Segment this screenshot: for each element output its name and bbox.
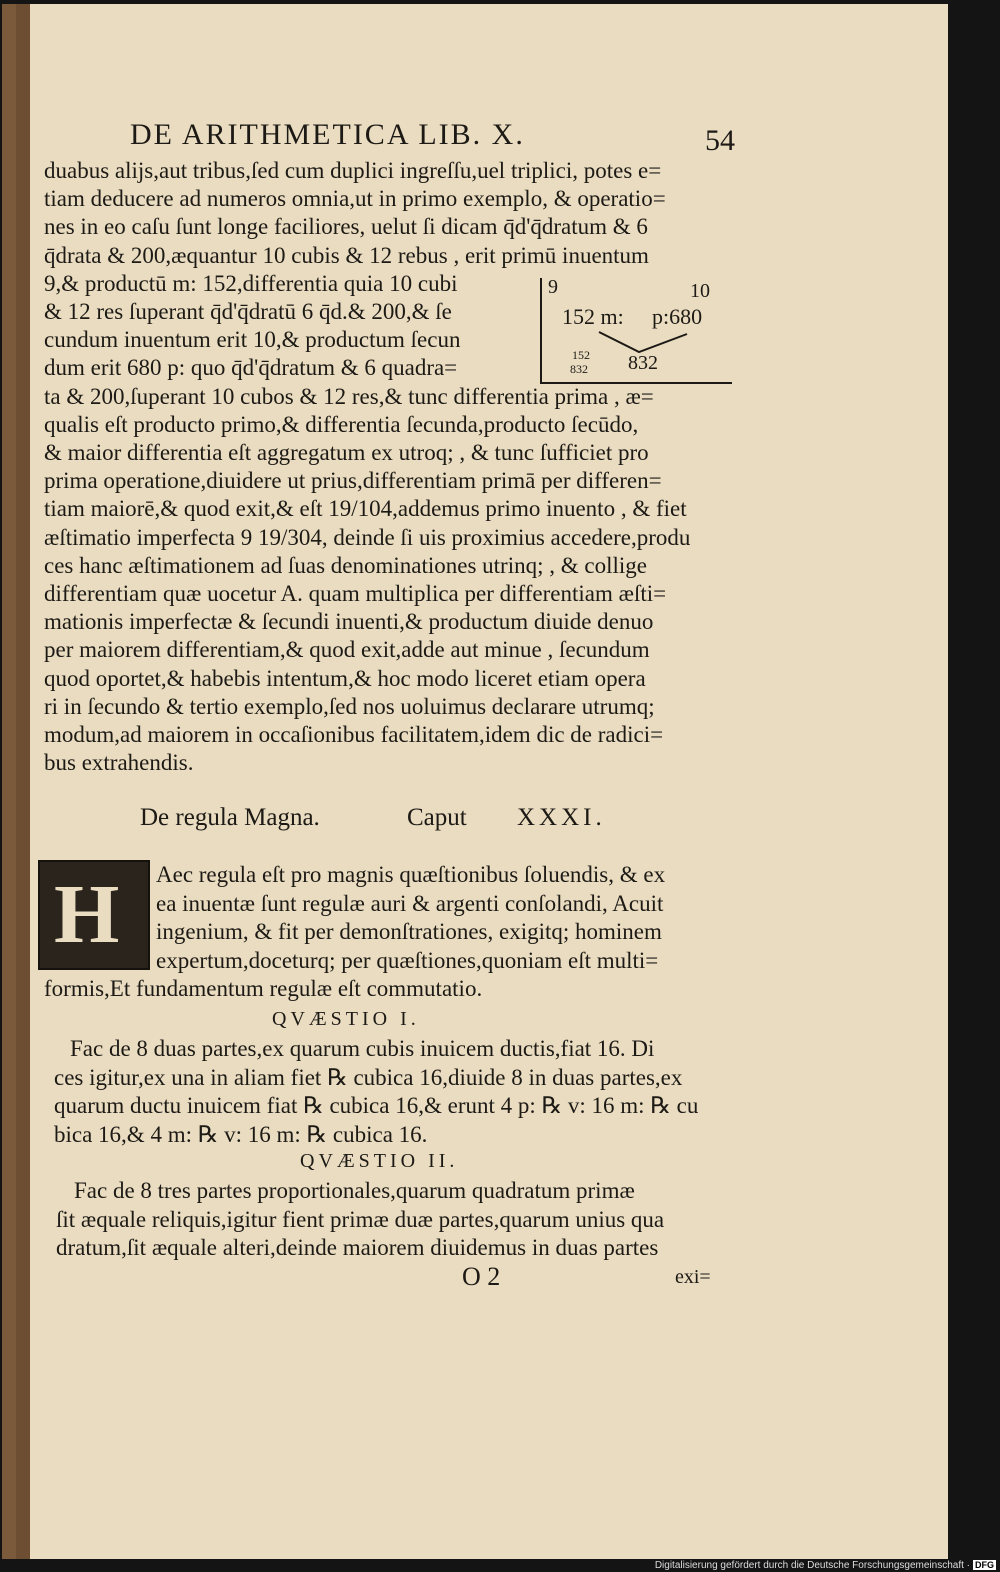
text-line: formis,Et fundamentum regulæ eſt commutatio.: [44, 976, 483, 1001]
text-line: & maior differentia eſt aggregatum ex utroq; , & tunc ſufficiet pro: [44, 440, 649, 465]
calc-value-b: 10: [690, 280, 710, 302]
text-line: differentiam quæ uocetur A. quam multiplica per differentiam æſti=: [44, 581, 667, 606]
text-line: quod oportet,& habebis intentum,& hoc modo liceret etiam opera: [44, 665, 646, 691]
text-line: ſit æquale reliquis,igitur fient primæ duæ partes,quarum unius qua: [56, 1206, 665, 1232]
text-line: ri in ſecundo & tertio exemplo,ſed nos uoluimus declarare utrumq;: [44, 693, 655, 719]
text-line: expertum,doceturq; per quæſtiones,quoniam eſt multi=: [156, 947, 659, 973]
text-line: q̄drata & 200,æquantur 10 cubis & 12 rebus , erit primū inuentum: [44, 242, 649, 268]
calc-chevron-mark: [597, 330, 717, 360]
question-2-heading: QVÆSTIO II.: [300, 1150, 459, 1172]
text-line: bus extrahendis.: [44, 750, 194, 776]
running-header: DE ARITHMETICA LIB. X.: [130, 118, 525, 151]
calc-value-d: p:680: [652, 304, 703, 329]
calc-value-g: 832: [628, 352, 658, 374]
digitization-credit: [655, 1559, 996, 1571]
text-line: quarum ductu inuicem fiat ℞ cubica 16,& erunt 4 p: ℞ v: 16 m: ℞ cu: [54, 1093, 699, 1118]
calc-value-f: 832: [570, 362, 588, 376]
text-line: ces hanc æſtimationem ad ſuas denominationes utrinq; , & collige: [44, 552, 647, 578]
text-line: tiam deducere ad numeros omnia,ut in primo exemplo, & operatio=: [44, 186, 666, 212]
dfg-logo: DFG: [975, 1560, 994, 1570]
signature-mark: O 2: [462, 1262, 501, 1291]
text-line: Aec regula eſt pro magnis quæſtionibus ſoluendis, & ex: [156, 862, 666, 887]
page-binding-edge: [16, 4, 30, 1559]
text-line: prima operatione,diuidere ut prius,differentiam primā per differen=: [44, 468, 662, 494]
text-line: modum,ad maiorem in occaſionibus facilitatem,idem dic de radici=: [44, 722, 664, 747]
calc-value-a: 9: [548, 276, 558, 298]
text-line: qualis eſt producto primo,& differentia ſecunda,producto ſecūdo,: [44, 411, 639, 437]
chapter-title: De regula Magna.: [140, 804, 320, 831]
text-line: æſtimatio imperfecta 9 19/304, deinde ſi uis proximius accedere,produ: [44, 524, 691, 550]
text-line: ingenium, & fit per demonſtrationes, exigitq; hominem: [156, 919, 662, 944]
text-line: ea inuentæ ſunt regulæ auri & argenti conſolandi, Acuit: [156, 890, 664, 916]
catchword: exi=: [675, 1266, 711, 1288]
text-line: cundum inuentum erit 10,& productum ſecun: [44, 327, 461, 353]
text-line: Fac de 8 duas partes,ex quarum cubis inuicem ductis,fiat 16. Di: [70, 1036, 655, 1061]
text-line: Fac de 8 tres partes proportionales,quarum quadratum primæ: [74, 1178, 635, 1203]
text-line: dratum,ſit æquale alteri,deinde maiorem diuidemus in duas partes: [56, 1235, 659, 1260]
chapter-number: XXXI.: [517, 804, 606, 831]
text-line: ces igitur,ex una in aliam fiet ℞ cubica 16,diuide 8 in duas partes,ex: [54, 1064, 683, 1090]
question-1-heading: QVÆSTIO I.: [272, 1008, 420, 1030]
text-line: ta & 200,ſuperant 10 cubos & 12 res,& tunc differentia prima , æ=: [44, 383, 654, 409]
text-line: & 12 res ſuperant q̄d'q̄dratū 6 q̄d.& 200,& ſe: [44, 299, 452, 324]
credit-text: Digitalisierung gefördert durch die Deutsche Forschungsgemeinschaft ·: [654, 1560, 970, 1571]
chapter-label: Caput: [407, 804, 467, 831]
calculation-diagram: [540, 278, 732, 384]
page-number: 54: [705, 124, 735, 157]
decorated-initial: [38, 860, 150, 970]
text-line: tiam maiorē,& quod exit,& eſt 19/104,addemus primo inuento , & fiet: [44, 496, 687, 522]
text-line: nes in eo caſu ſunt longe faciliores, uelut ſi dicam q̄d'q̄dratum & 6: [44, 214, 648, 240]
text-line: bica 16,& 4 m: ℞ v: 16 m: ℞ cubica 16.: [54, 1121, 428, 1147]
initial-letter: H: [54, 868, 120, 961]
text-line: mationis imperfectæ & ſecundi inuenti,& productum diuide denuo: [44, 609, 654, 635]
text-line: 9,& productū m: 152,differentia quia 10 cubi: [44, 270, 458, 296]
text-line: per maiorem differentiam,& quod exit,adde aut minue , ſecundum: [44, 637, 650, 663]
calc-value-c: 152 m:: [562, 304, 624, 329]
text-line: dum erit 680 p: quo q̄d'q̄dratum & 6 quadra=: [44, 355, 458, 381]
calc-value-e: 152: [572, 348, 590, 362]
text-line: duabus alijs,aut tribus,ſed cum duplici ingreſſu,uel triplici, potes e=: [44, 158, 662, 183]
